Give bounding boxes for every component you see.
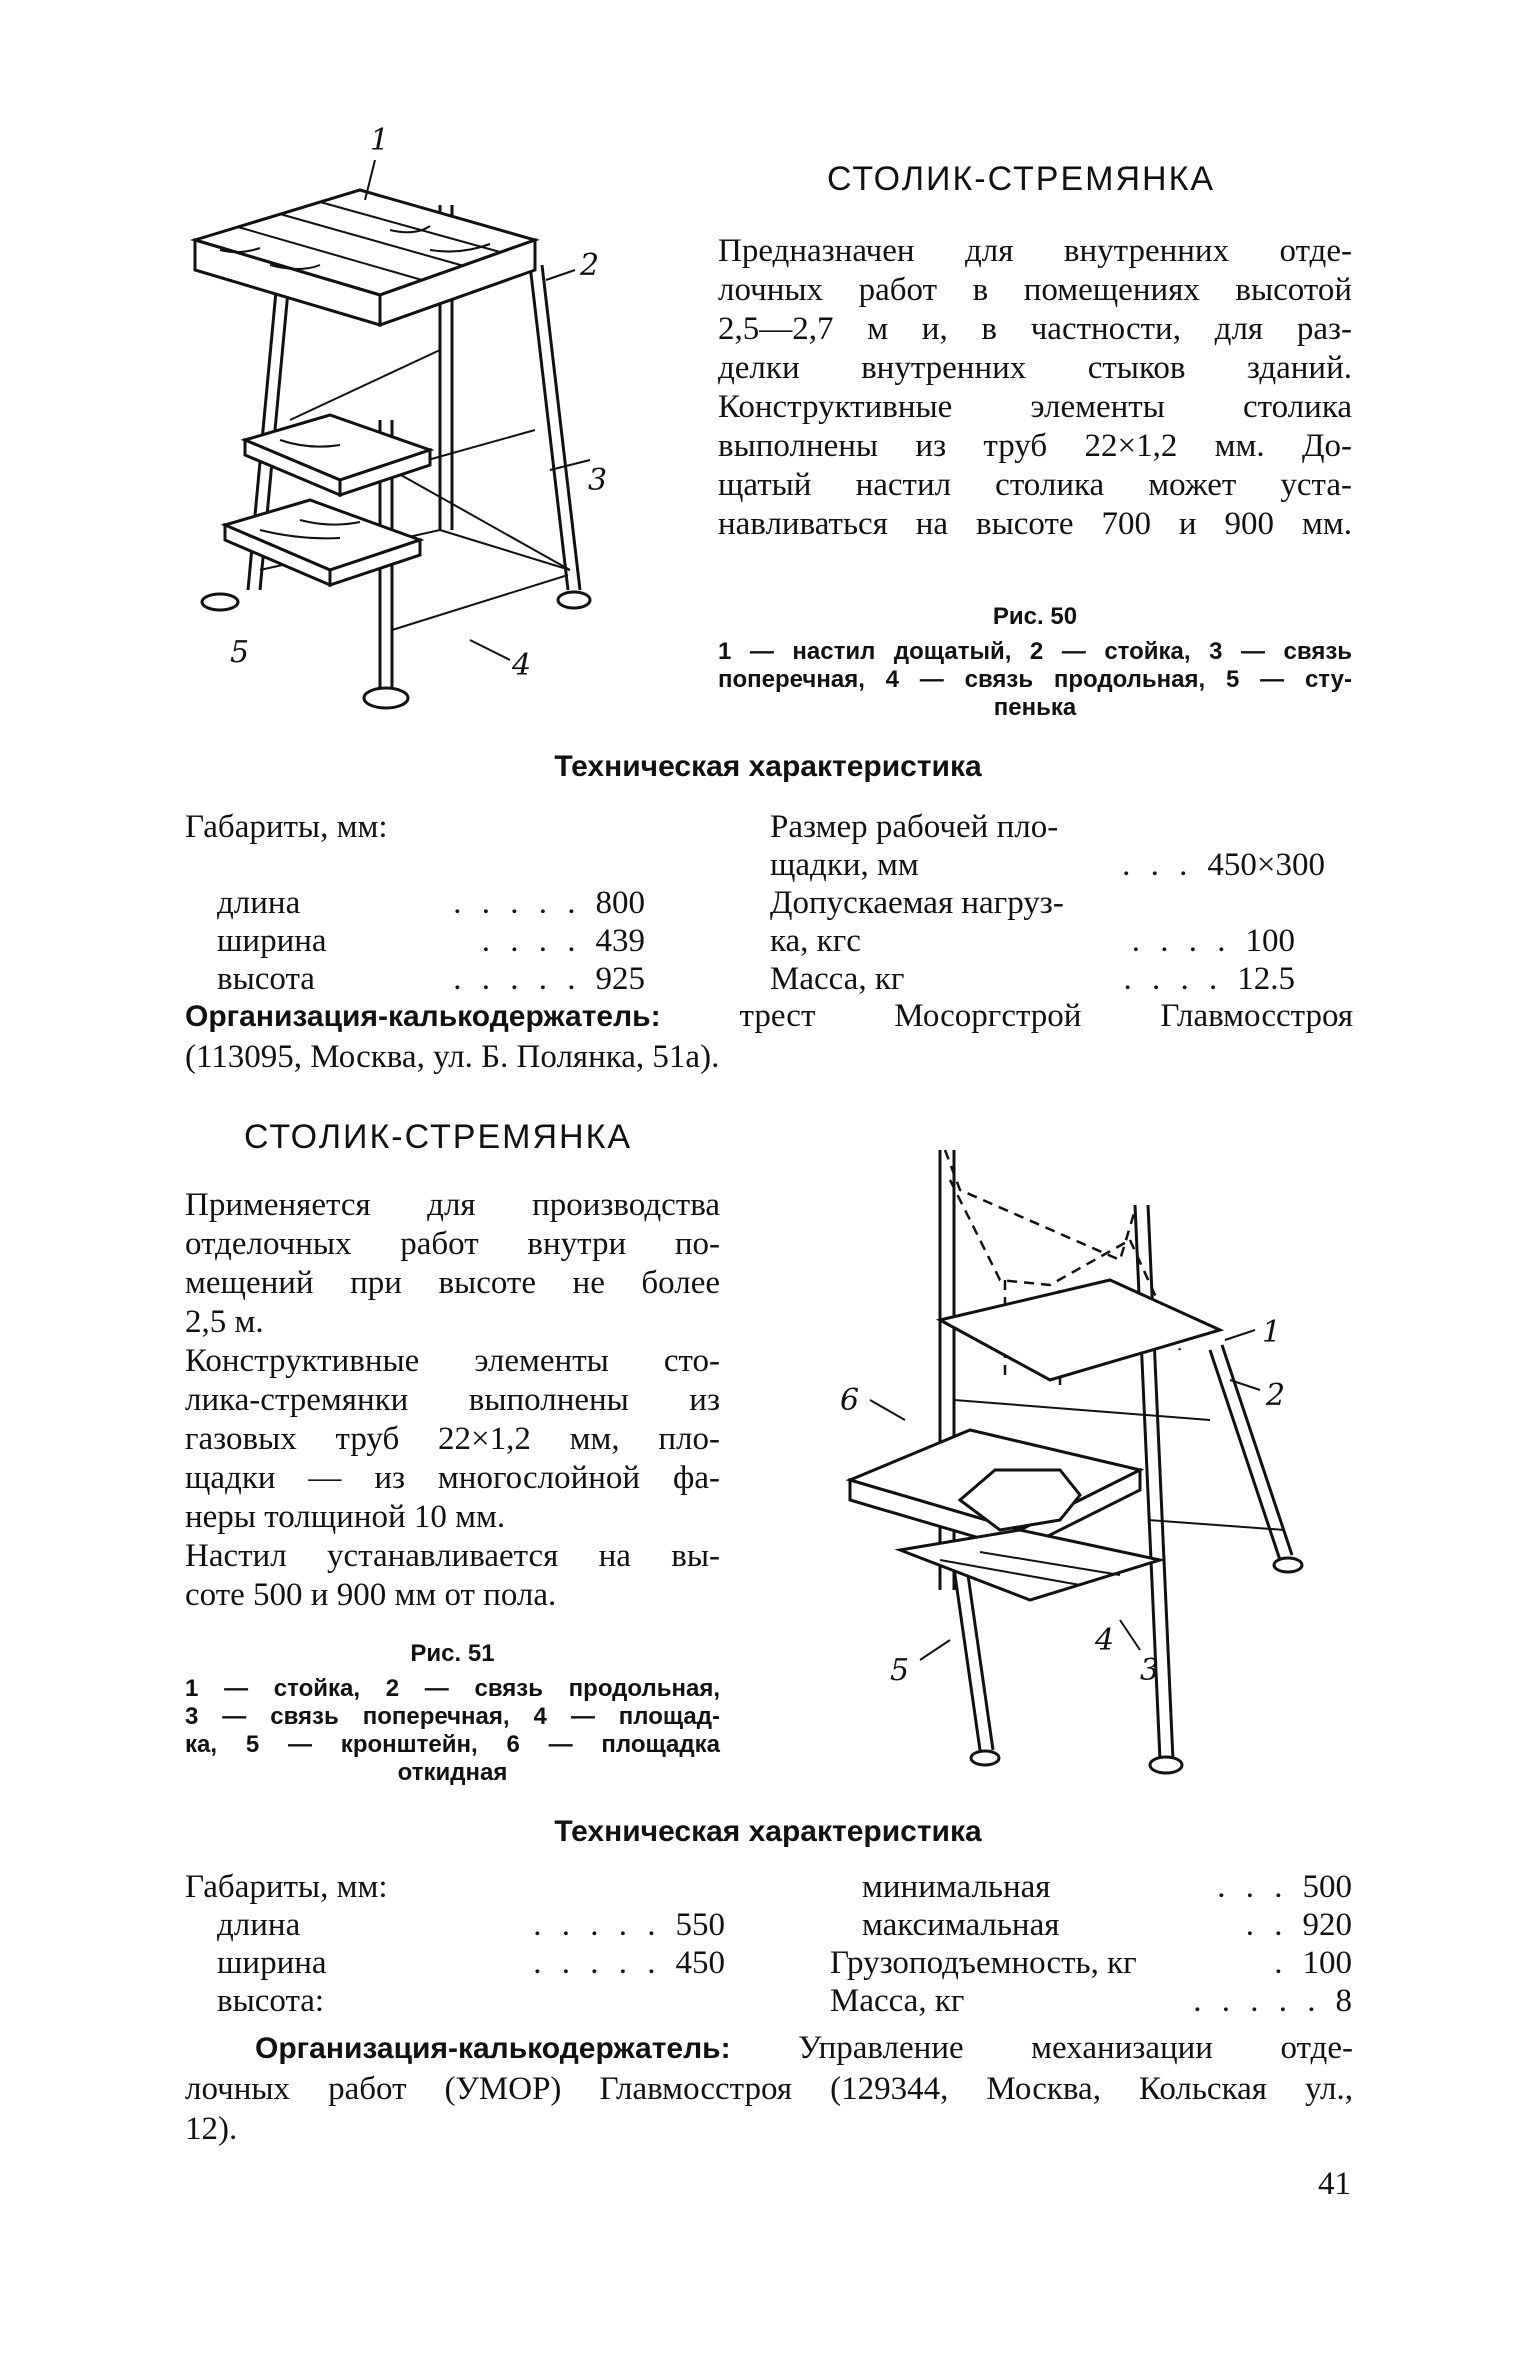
org-text: трест Мосоргстрой Главмосстроя — [739, 998, 1353, 1034]
spec-value: 12.5 — [1237, 961, 1295, 997]
fig51-caption-line: 3 — связь поперечная, 4 — площад- — [185, 1703, 720, 1730]
section2-desc-line: мещений при высоте не более — [185, 1265, 720, 1301]
section2-desc-line: Применяется для производства — [185, 1187, 720, 1223]
section1-title: СТОЛИК-СТРЕМЯНКА — [827, 160, 1216, 198]
org-label: Организация-калькодержатель: — [185, 1000, 661, 1033]
spec-dots: . . . . — [1123, 961, 1224, 997]
section2-desc-line: Конструктивные элементы сто- — [185, 1343, 720, 1379]
fig50-callout-1: 1 — [370, 123, 390, 158]
org-label: Организация-калькодержатель: — [255, 2032, 731, 2065]
spec-value: 100 — [1245, 923, 1295, 959]
spec-label: ка, кгс — [770, 923, 861, 959]
spec-label: Масса, кг — [770, 961, 905, 997]
section1-dimensions — [185, 808, 645, 998]
gabarity-label: Габариты, мм: — [185, 1869, 388, 1905]
section2-specs-title: Техническая характеристика — [554, 1815, 982, 1848]
section2-desc-line: щадки — из многослойной фа- — [185, 1460, 720, 1496]
spec-value: 500 — [1302, 1869, 1352, 1905]
fig50-callout-4: 4 — [512, 648, 532, 683]
fig51-callout-5: 5 — [890, 1653, 910, 1688]
section2-title: СТОЛИК-СТРЕМЯНКА — [244, 1118, 633, 1156]
spec-dots: . — [1274, 1945, 1289, 1981]
section1-desc-line: делки внутренних стыков зданий. — [718, 350, 1352, 386]
load-label: Допускаемая нагруз- — [770, 885, 1064, 921]
fig50-caption-line: поперечная, 4 — связь продольная, 5 — сту- — [718, 666, 1352, 693]
spec-dots: . . . — [1122, 847, 1194, 883]
spec-label: Грузоподъемность, кг — [830, 1945, 1137, 1981]
org-line — [185, 2028, 1353, 2069]
spec-value: 925 — [595, 961, 645, 997]
spec-value: 450 — [675, 1945, 725, 1981]
spec-label: максимальная — [862, 1907, 1060, 1943]
spec-dots: . . . . — [481, 923, 582, 959]
spec-row-load — [770, 922, 1325, 960]
org-line: 12). — [185, 2111, 238, 2147]
spec-dots: . . . — [1217, 1869, 1289, 1905]
spec-row-max-height — [830, 1906, 1352, 1944]
spec-label: ширина — [217, 923, 327, 959]
page-number: 41 — [1318, 2166, 1351, 2202]
spec-label: длина — [217, 885, 301, 921]
section2-desc-line: соте 500 и 900 мм от пола. — [185, 1577, 557, 1613]
spec-row-width — [185, 922, 645, 960]
fig51-callout-4: 4 — [1095, 1623, 1115, 1658]
spec-row-height — [185, 1982, 725, 2020]
fig50-caption-line: пенька — [993, 694, 1077, 721]
fig50-callout-2: 2 — [580, 248, 600, 283]
spec-dots: . . . . — [1131, 923, 1232, 959]
fig51-caption-line: 1 — стойка, 2 — связь продольная, — [185, 1675, 720, 1702]
figure-50-caption-title: Рис. 50 — [992, 603, 1078, 630]
spec-row-capacity — [830, 1944, 1352, 1982]
section1-right-specs — [770, 808, 1325, 998]
spec-label: Масса, кг — [830, 1983, 965, 2019]
section2-desc-line: газовых труб 22×1,2 мм, пло- — [185, 1421, 720, 1457]
spec-value: 100 — [1302, 1945, 1352, 1981]
spec-dots: . . . . . — [533, 1907, 662, 1943]
section1-desc-line: навливаться на высоте 700 и 900 мм. — [718, 506, 1352, 542]
spec-dots: . . . . . — [453, 961, 582, 997]
spec-label: длина — [217, 1907, 301, 1943]
section2-right-specs — [830, 1868, 1352, 2020]
spec-row-width — [185, 1944, 725, 1982]
spec-dots: . . . . . — [1193, 1983, 1322, 2019]
section2-desc-line: неры толщиной 10 мм. — [185, 1499, 506, 1535]
section2-desc-line: 2,5 м. — [185, 1304, 264, 1340]
spec-row-length — [185, 884, 645, 922]
section1-desc-line: Конструктивные элементы столика — [718, 389, 1352, 425]
section2-desc-line: Настил устанавливается на вы- — [185, 1538, 720, 1574]
figure-51-caption — [185, 1675, 720, 1787]
spec-label: ширина — [217, 1945, 327, 1981]
section2-organization — [185, 2028, 1353, 2149]
fig51-caption-line: ка, 5 — кронштейн, 6 — площадка — [185, 1731, 720, 1758]
spec-value: 8 — [1335, 1983, 1352, 2019]
spec-value: 450×300 — [1207, 847, 1325, 883]
figure-50-caption — [718, 638, 1352, 722]
figure-51-caption-title: Рис. 51 — [410, 1640, 495, 1667]
fig51-callout-6: 6 — [840, 1383, 860, 1418]
spec-row-mass — [830, 1982, 1352, 2020]
spec-row-mass — [770, 960, 1325, 998]
spec-row-platform — [770, 846, 1325, 884]
org-line — [185, 996, 1353, 1037]
section1-description — [718, 232, 1352, 544]
fig50-callout-5: 5 — [230, 635, 250, 670]
org-line: (113095, Москва, ул. Б. Полянка, 51а). — [185, 1039, 720, 1075]
spec-dots: . . . . . — [453, 885, 582, 921]
section2-dimensions — [185, 1868, 725, 2020]
figure-50-drawing — [190, 123, 650, 730]
platform-size-label: Размер рабочей пло- — [770, 809, 1059, 845]
section2-desc-line: отделочных работ внутри по- — [185, 1226, 720, 1262]
section1-desc-line: щатый настил столика может уста- — [718, 467, 1352, 503]
section1-organization — [185, 996, 1353, 1077]
gabarity-label: Габариты, мм: — [185, 809, 388, 845]
section1-desc-line: 2,5—2,7 м и, в частности, для раз- — [718, 311, 1352, 347]
fig50-callout-3: 3 — [588, 463, 608, 498]
fig50-caption-line: 1 — настил дощатый, 2 — стойка, 3 — связь — [718, 638, 1352, 665]
org-line: лочных работ (УМОР) Главмосстроя (129344, Москва, Кольская ул., — [185, 2071, 1353, 2107]
fig51-callout-2: 2 — [1266, 1378, 1286, 1413]
spec-dots: . . . . . — [533, 1945, 662, 1981]
spec-value: 550 — [675, 1907, 725, 1943]
spec-label: высота — [217, 961, 315, 997]
spec-label: щадки, мм — [770, 847, 919, 883]
figure-51-drawing — [830, 1120, 1330, 1780]
section2-desc-line: лика-стремянки выполнены из — [185, 1382, 720, 1418]
spec-value: 800 — [595, 885, 645, 921]
spec-row-min-height — [830, 1868, 1352, 1906]
section1-desc-line: лочных работ в помещениях высотой — [718, 272, 1352, 308]
org-text: Управление механизации отде- — [798, 2030, 1353, 2066]
spec-dots: . . — [1245, 1907, 1289, 1943]
fig51-callout-3: 3 — [1140, 1653, 1160, 1688]
spec-row-length — [185, 1906, 725, 1944]
section1-desc-line: Предназначен для внутренних отде- — [718, 233, 1352, 269]
spec-row-height — [185, 960, 645, 998]
section1-specs-title: Техническая характеристика — [554, 750, 982, 783]
spec-value: 439 — [595, 923, 645, 959]
fig51-callout-1: 1 — [1262, 1315, 1282, 1350]
spec-value: 920 — [1302, 1907, 1352, 1943]
section1-desc-line: выполнены из труб 22×1,2 мм. До- — [718, 428, 1352, 464]
fig51-caption-line: откидная — [397, 1759, 508, 1786]
spec-label: высота: — [217, 1983, 325, 2019]
section2-description — [185, 1186, 720, 1615]
spec-label: минимальная — [862, 1869, 1051, 1905]
